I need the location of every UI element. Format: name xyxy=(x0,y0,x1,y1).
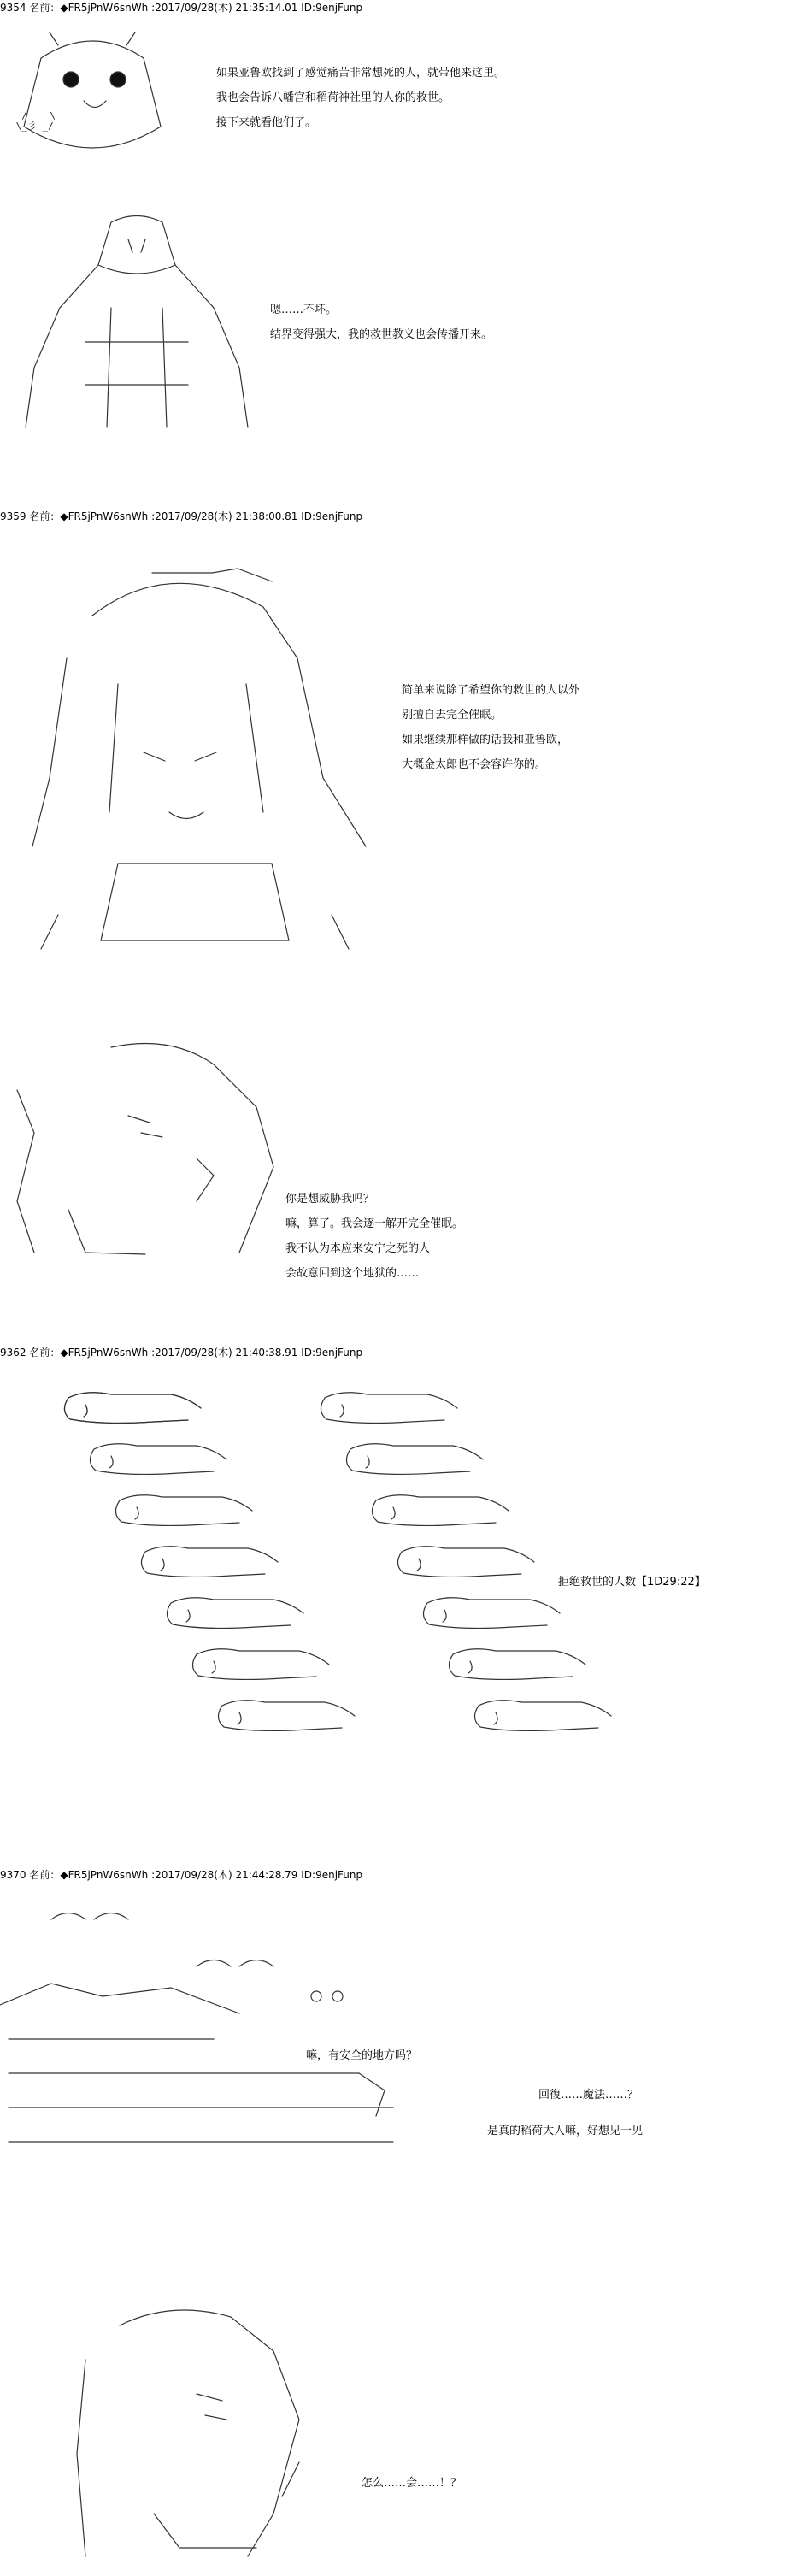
dialog-line: 如果继续那样做的话我和亚鲁欧， xyxy=(402,734,569,746)
dialog-line: 嘛，有安全的地方吗？ xyxy=(306,2049,418,2062)
post-header: 9362 名前：◆FR5jPnW6snWh :2017/09/28(木) 21:40:38.91 ID:9enjFunp xyxy=(0,1347,363,1359)
character-art xyxy=(9,214,265,445)
dialog-line: 会故意回到这个地狱的…… xyxy=(285,1267,420,1280)
dialog-block xyxy=(270,304,492,353)
dialog-block xyxy=(402,684,579,783)
dialog-block xyxy=(306,2049,417,2074)
dialog-block xyxy=(538,2089,638,2113)
dialog-line: 拒绝救世的人数【1D29:22】 xyxy=(558,1576,706,1589)
dialog-line: 我不认为本应来安宁之死的人 xyxy=(285,1242,431,1255)
ascii-art-label: / \ \_彡 _/ xyxy=(15,110,56,132)
dialog-block xyxy=(216,67,505,141)
dialog-line: 简单来说除了希望你的救世的人以外 xyxy=(402,684,580,697)
dialog-line: 嗯……不坏。 xyxy=(270,304,338,316)
dialog-block xyxy=(285,1193,463,1292)
post-header: 9354 名前：◆FR5jPnW6snWh :2017/09/28(木) 21:35:14.01 ID:9enjFunp xyxy=(0,2,363,14)
dialog-line: 大概金太郎也不会容许你的。 xyxy=(402,758,547,771)
post-header: 9359 名前：◆FR5jPnW6snWh :2017/09/28(木) 21:38:00.81 ID:9enjFunp xyxy=(0,510,363,522)
dialog-block xyxy=(487,2125,643,2149)
character-art xyxy=(15,556,383,958)
dialog-line: 接下来就看他们了。 xyxy=(216,116,317,129)
crowd-art xyxy=(51,1389,615,1723)
dialog-line: 怎么……会……！？ xyxy=(362,2477,462,2490)
dialog-block xyxy=(558,1576,706,1600)
dialog-line: 如果亚鲁欧找到了感觉痛苦非常想死的人，就带他来这里。 xyxy=(216,67,506,80)
character-art xyxy=(7,32,178,161)
dialog-line: 别擅自去完全催眠。 xyxy=(402,709,503,722)
dialog-line: 你是想威胁我吗？ xyxy=(285,1193,375,1205)
post-header: 9370 名前：◆FR5jPnW6snWh :2017/09/28(木) 21:44:28.79 ID:9enjFunp xyxy=(0,1869,363,1881)
character-art xyxy=(51,2300,333,2569)
dialog-line: 嘛，算了。我会逐一解开完全催眠。 xyxy=(285,1217,464,1230)
dialog-line: 结界变得强大，我的救世教义也会传播开来。 xyxy=(270,328,493,341)
dialog-line: 回復……魔法……？ xyxy=(538,2089,639,2101)
dialog-line: 我也会告诉八幡宫和稻荷神社里的人你的救世。 xyxy=(216,91,450,104)
dialog-line: 是真的稻荷大人嘛，好想见一见 xyxy=(487,2125,644,2137)
character-art xyxy=(0,1030,291,1278)
dialog-block xyxy=(362,2477,462,2502)
